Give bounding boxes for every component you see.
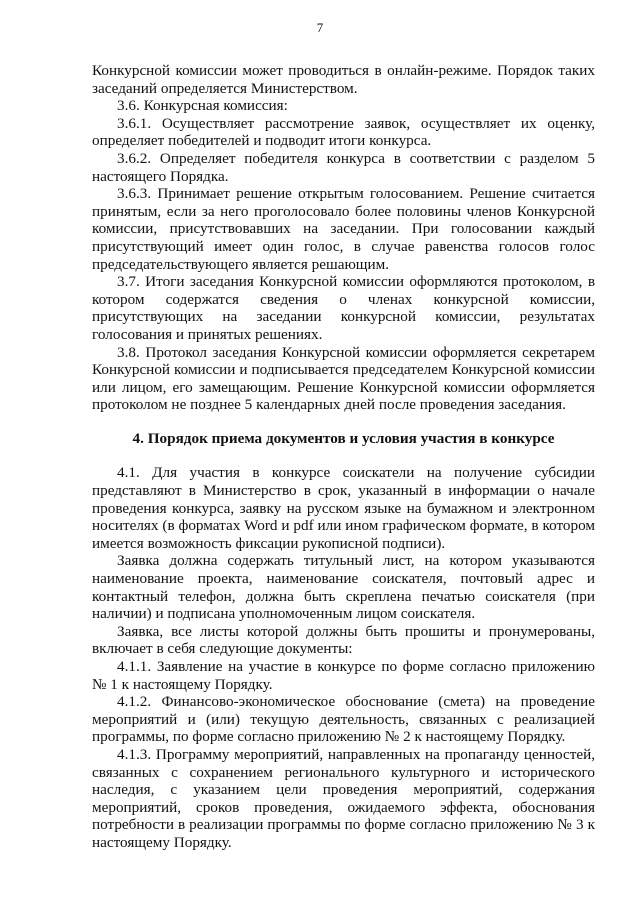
paragraph-4-1: 4.1. Для участия в конкурсе соискатели на получение субсидии представляют в Министерство в срок, указанный в информации о начале проведения конкурса, заявку на русском языке на бумажном и электронном носителях (в форматах Word и pdf или ином графическом формате, в котором имеется возможность фиксации рукописной подписи). xyxy=(92,464,595,552)
paragraph-title-page-requirements: Заявка должна содержать титульный лист, на котором указываются наименование проекта, наименование соискателя, почтовый адрес и контактный телефон, должна быть скреплена печатью соискателя (при наличии) и подписана уполномоченным лицом соискателя. xyxy=(92,552,595,623)
paragraph-4-1-3: 4.1.3. Программу мероприятий, направленных на пропаганду ценностей, связанных с сохранением регионального культурного и исторического наследия, с указанием цели проведения мероприятий, содержания мероприятий, сроков проведения, ожидаемого эффекта, обоснования потребности в реализации программы по форме согласно приложению № 3 к настоящему Порядку. xyxy=(92,745,595,851)
section-4-heading: 4. Порядок приема документов и условия участия в конкурсе xyxy=(132,429,555,447)
paragraph-3-7: 3.7. Итоги заседания Конкурсной комиссии оформляются протоколом, в котором содержатся сведения о членах конкурсной комиссии, присутствующих на заседании конкурсной комиссии, результатах голосования и принятых решениях. xyxy=(92,273,595,343)
paragraph-3-8: 3.8. Протокол заседания Конкурсной комиссии оформляется секретарем Конкурсной комиссии и подписывается председателем Конкурсной комиссии или лицом, его замещающим. Решение Конкурсной комиссии оформляется протоколом не позднее 5 календарных дней после проведения заседания. xyxy=(92,343,595,414)
paragraph-4-1-1: 4.1.1. Заявление на участие в конкурсе по форме согласно приложению № 1 к настоящему Порядку. xyxy=(92,658,595,693)
paragraph-4-1-2: 4.1.2. Финансово-экономическое обоснование (смета) на проведение мероприятий и (или) текущую деятельность, связанных с реализацией программы, по форме согласно приложению № 2 к настоящему Порядку. xyxy=(92,693,595,746)
section-4 xyxy=(92,464,595,851)
paragraph-3-6: 3.6. Конкурсная комиссия: xyxy=(117,97,288,115)
page-number: 7 xyxy=(316,20,324,35)
paragraph-commission-online: Конкурсной комиссии может проводиться в онлайн-режиме. Порядок таких заседаний определяется Министерством. xyxy=(92,62,595,97)
section-3-continuation xyxy=(92,62,595,414)
paragraph-3-6-2: 3.6.2. Определяет победителя конкурса в соответствии с разделом 5 настоящего Порядка. xyxy=(92,149,595,185)
paragraph-3-6-3: 3.6.3. Принимает решение открытым голосованием. Решение считается принятым, если за него проголосовало более половины членов Конкурсной комиссии, присутствовавших на заседании. При голосовании каждый присутствующий имеет один голос, в случае равенства голосов голос председательствующего является решающим. xyxy=(92,185,595,273)
paragraph-application-documents: Заявка, все листы которой должны быть прошиты и пронумерованы, включает в себя следующие документы: xyxy=(92,622,595,658)
document-body xyxy=(92,62,595,852)
paragraph-3-6-1: 3.6.1. Осуществляет рассмотрение заявок, осуществляет их оценку, определяет победителей и подводит итоги конкурса. xyxy=(92,114,595,150)
